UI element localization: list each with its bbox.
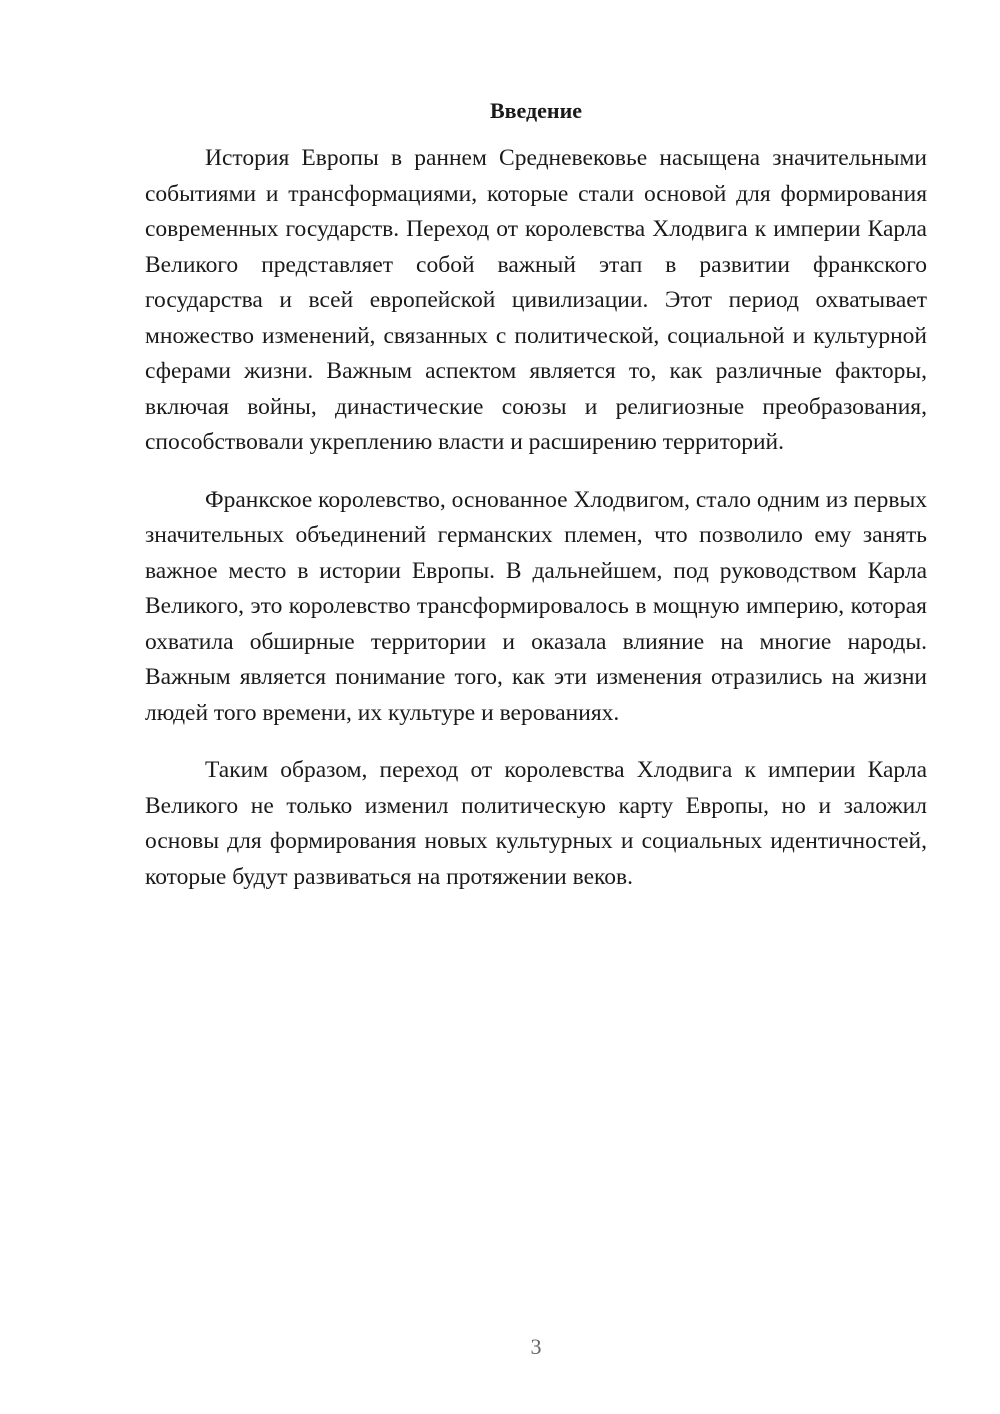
body-text xyxy=(145,141,927,917)
section-heading: Введение xyxy=(489,98,583,123)
paragraph: Таким образом, переход от королевства Хлодвига к империи Карла Великого не только изменил политическую карту Европы, но и заложил основы для формирования новых культурных и социальных идентичностей, которые будут развиваться на протяжении веков. xyxy=(145,757,927,890)
page-number: 3 xyxy=(530,1334,542,1359)
paragraph: История Европы в раннем Средневековье насыщена значительными событиями и трансформациями, которые стали основой для формирования современных государств. Переход от королевства Хлодвига к империи Карла Великого представляет собой важный этап в развитии франкского государства и всей европейской цивилизации. Этот период охватывает множество изменений, связанных с политической, социальной и культурной сферами жизни. Важным аспектом является то, как различные факторы, включая войны, династические союзы и религиозные преобразования, способствовали укреплению власти и расширению территорий. xyxy=(145,145,927,455)
paragraph: Франкское королевство, основанное Хлодвигом, стало одним из первых значительных объединений германских племен, что позволило ему занять важное место в истории Европы. В дальнейшем, под руководством Карла Великого, это королевство трансформировалось в мощную империю, которая охватила обширные территории и оказала влияние на многие народы. Важным является понимание того, как эти изменения отразились на жизни людей того времени, их культуре и верованиях. xyxy=(145,486,927,726)
